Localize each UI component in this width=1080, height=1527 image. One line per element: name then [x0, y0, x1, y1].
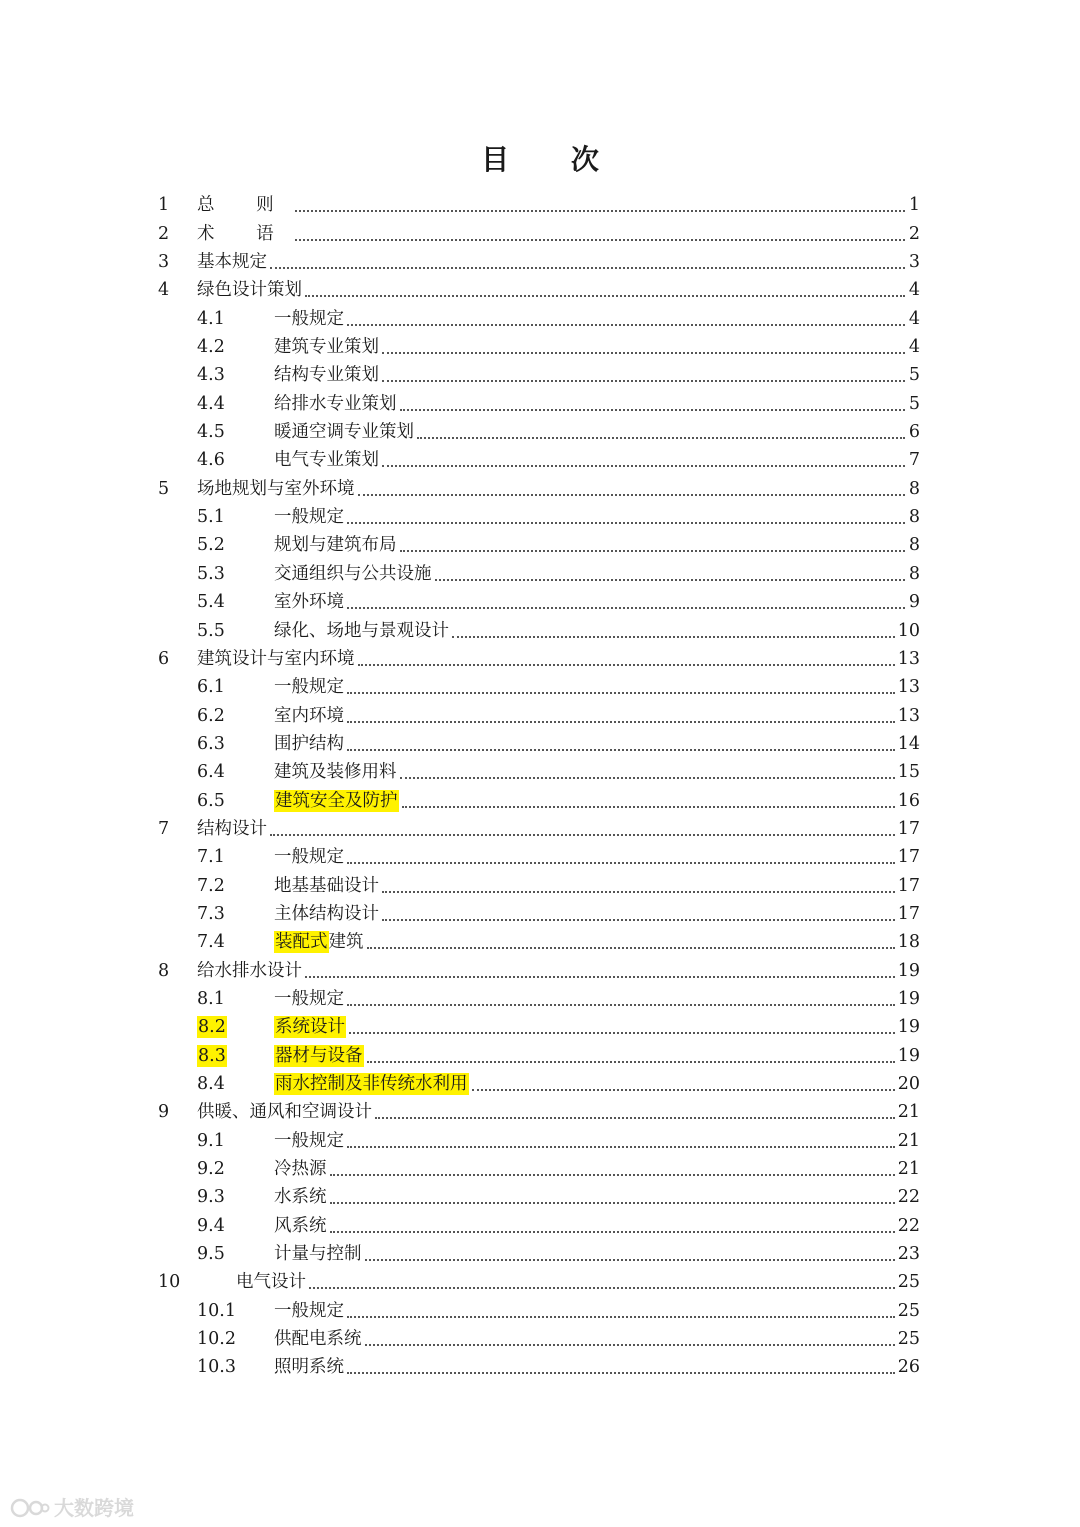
- dot-leader: [367, 946, 895, 949]
- dot-leader: [365, 1343, 895, 1346]
- toc-entry-number: 5.5: [197, 620, 225, 641]
- toc-entry-page: 8: [908, 507, 920, 528]
- toc-entry[interactable]: [158, 812, 920, 840]
- toc-entry[interactable]: [158, 245, 920, 273]
- toc-entry-title: 计量与控制: [274, 1244, 362, 1265]
- toc-entry[interactable]: [158, 1265, 920, 1293]
- dot-leader: [347, 861, 895, 864]
- toc-entry-page: 26: [897, 1357, 920, 1378]
- toc-entry-page: 17: [897, 847, 920, 868]
- toc-entry-page: 22: [897, 1215, 920, 1236]
- toc-entry-page: 23: [897, 1244, 920, 1265]
- dot-leader: [295, 209, 905, 212]
- toc-entry[interactable]: [158, 188, 920, 216]
- toc-entry[interactable]: [158, 1067, 920, 1095]
- toc-entry[interactable]: [158, 1123, 920, 1151]
- dot-leader: [347, 606, 905, 609]
- toc-entry-number: 9.4: [197, 1215, 225, 1236]
- toc-entry-page: 9: [908, 592, 920, 613]
- dot-leader: [270, 833, 895, 836]
- dot-leader: [347, 691, 895, 694]
- dot-leader: [347, 1003, 895, 1006]
- toc-entry-title: 建筑设计与室内环境: [197, 648, 355, 669]
- toc-entry-title: 结构设计: [197, 818, 267, 839]
- dot-leader: [347, 748, 895, 751]
- toc-entry-title: 一般规定: [274, 1130, 344, 1151]
- toc-entry-page: 18: [897, 932, 920, 953]
- toc-entry[interactable]: [158, 670, 920, 698]
- dot-leader: [382, 918, 895, 921]
- toc-entry[interactable]: [158, 783, 920, 811]
- toc-entry-title: 场地规划与室外环境: [197, 478, 355, 499]
- toc-entry-page: 25: [897, 1300, 920, 1321]
- toc-entry-title: 室外环境: [274, 592, 344, 613]
- toc-entry-title: 绿化、场地与景观设计: [274, 620, 449, 641]
- toc-entry-title: 一般规定: [274, 308, 344, 329]
- toc-entry-title: 基本规定: [197, 252, 267, 273]
- dot-leader: [400, 549, 906, 552]
- dot-leader: [382, 464, 905, 467]
- title-rest: 建筑: [328, 932, 364, 953]
- toc-entry-page: 8: [908, 478, 920, 499]
- toc-entry[interactable]: [158, 1152, 920, 1180]
- toc-entry-number: 5.2: [197, 535, 225, 556]
- watermark: [10, 1492, 134, 1521]
- toc-entry-number: 3: [158, 252, 170, 273]
- toc-entry-title: 建筑及装修用料: [274, 762, 397, 783]
- toc-entry-title: 冷热源: [274, 1159, 327, 1180]
- toc-entry-title: 一般规定: [274, 847, 344, 868]
- toc-entry-title: 绿色设计策划: [197, 280, 302, 301]
- toc-entry-page: 21: [897, 1130, 920, 1151]
- toc-entry-title: [274, 931, 364, 953]
- toc-entry-title: 供暖、通风和空调设计: [197, 1102, 372, 1123]
- toc-entry-number: 4.3: [197, 365, 225, 386]
- dot-leader: [382, 351, 905, 354]
- toc-entry[interactable]: [158, 727, 920, 755]
- toc-entry-number: 5.1: [197, 507, 225, 528]
- toc-entry[interactable]: [158, 358, 920, 386]
- toc-entry-number: 7.2: [197, 875, 225, 896]
- toc-entry-number: 4.4: [197, 393, 225, 414]
- toc-entry-number: 6.5: [197, 790, 225, 811]
- dot-leader: [400, 776, 895, 779]
- toc-entry-title: 水系统: [274, 1187, 327, 1208]
- toc-entry[interactable]: [158, 1350, 920, 1378]
- toc-entry-page: 17: [897, 818, 920, 839]
- toc-entry[interactable]: [158, 216, 920, 244]
- toc-entry-number: 9: [158, 1102, 170, 1123]
- toc-entry-page: 13: [897, 705, 920, 726]
- highlight: 雨水控制及非传统水利用: [275, 1074, 468, 1094]
- toc-entry-title: 给排水专业策划: [274, 393, 397, 414]
- toc-entry-number: 10: [158, 1272, 181, 1293]
- weibo-logo-icon: [10, 1496, 50, 1518]
- toc-entry-number: 7.4: [197, 932, 225, 953]
- toc-entry-page: 17: [897, 875, 920, 896]
- toc-entry-page: 7: [908, 450, 920, 471]
- dot-leader: [382, 379, 905, 382]
- toc-entry-number: 9.5: [197, 1244, 225, 1265]
- dot-leader: [400, 408, 906, 411]
- toc-entry[interactable]: [158, 698, 920, 726]
- toc-entry-page: 5: [908, 365, 920, 386]
- toc-entry[interactable]: [158, 1237, 920, 1265]
- toc-entry-page: 6: [908, 422, 920, 443]
- toc-entry-title: 主体结构设计: [274, 903, 379, 924]
- toc-entry-number: 4.6: [197, 450, 225, 471]
- toc-entry[interactable]: [158, 556, 920, 584]
- toc-entry[interactable]: [158, 1322, 920, 1350]
- dot-leader: [347, 1145, 895, 1148]
- toc-entry[interactable]: [158, 1180, 920, 1208]
- toc-entry[interactable]: [158, 1010, 920, 1038]
- toc-entry-page: 19: [897, 988, 920, 1009]
- toc-entry-number: 7.1: [197, 847, 225, 868]
- toc-entry-page: 16: [897, 790, 920, 811]
- toc-entry-title: 一般规定: [274, 988, 344, 1009]
- toc-entry-number: 6: [158, 648, 170, 669]
- toc-entry-title: [274, 1045, 364, 1067]
- toc-entry[interactable]: [158, 897, 920, 925]
- toc-entry-page: 5: [908, 393, 920, 414]
- toc-entry-number: 9.2: [197, 1159, 225, 1180]
- toc-entry-number: 8.4: [197, 1074, 225, 1094]
- highlight: 器材与设备: [275, 1045, 363, 1066]
- dot-leader: [347, 521, 905, 524]
- toc-entry-title: 风系统: [274, 1215, 327, 1236]
- toc-entry-number: 5.4: [197, 592, 225, 613]
- toc-entry-page: 21: [897, 1102, 920, 1123]
- toc-entry[interactable]: [158, 386, 920, 414]
- highlight: 8.2: [198, 1017, 226, 1038]
- toc-entry-number: 2: [158, 223, 170, 244]
- toc-entry-number: 4: [158, 280, 170, 301]
- toc-entry-number: 6.1: [197, 677, 225, 698]
- highlight: 8.3: [198, 1045, 226, 1066]
- dot-leader: [349, 1031, 895, 1034]
- toc-entry-title: 供配电系统: [274, 1329, 362, 1350]
- highlight: 建筑安全及防护: [275, 790, 398, 811]
- toc-entry-page: 8: [908, 535, 920, 556]
- toc-entry-number: 6.4: [197, 762, 225, 783]
- toc-entry-title: 围护结构: [274, 733, 344, 754]
- toc-entry-title: 地基基础设计: [274, 875, 379, 896]
- toc-entry-title: 电气设计: [236, 1272, 306, 1293]
- toc-entry[interactable]: [158, 1293, 920, 1321]
- toc-entry[interactable]: [158, 528, 920, 556]
- toc-entry[interactable]: [158, 330, 920, 358]
- toc-entry-number: 10.1: [197, 1300, 236, 1321]
- toc-entry-page: 17: [897, 903, 920, 924]
- toc-entry-number: 7.3: [197, 903, 225, 924]
- toc-entry-page: 13: [897, 648, 920, 669]
- dot-leader: [367, 1060, 895, 1063]
- toc-entry[interactable]: [158, 1095, 920, 1123]
- toc-entry-title: 一般规定: [274, 677, 344, 698]
- toc-entry-number: 10.2: [197, 1329, 236, 1350]
- toc-entry[interactable]: [158, 613, 920, 641]
- toc-entry-page: 4: [908, 337, 920, 358]
- toc-entry-title: 一般规定: [274, 1300, 344, 1321]
- dot-leader: [347, 323, 905, 326]
- toc-entry-page: 19: [897, 1017, 920, 1038]
- dot-leader: [305, 975, 895, 978]
- toc-entry-page: 20: [897, 1074, 920, 1094]
- toc-entry[interactable]: [158, 471, 920, 499]
- toc-entry-number: [197, 1045, 274, 1067]
- toc-entry-page: 2: [908, 223, 920, 244]
- toc-entry-number: 9.3: [197, 1187, 225, 1208]
- toc-entry-page: 19: [897, 1045, 920, 1066]
- dot-leader: [347, 1315, 895, 1318]
- toc-entry-number: 6.2: [197, 705, 225, 726]
- toc-entry[interactable]: [158, 415, 920, 443]
- toc-entry[interactable]: [158, 301, 920, 329]
- toc-entry-page: 3: [908, 252, 920, 273]
- toc-entry-title: 结构专业策划: [274, 365, 379, 386]
- toc-entry-title: 室内环境: [274, 705, 344, 726]
- toc-entry-number: 5.3: [197, 563, 225, 584]
- dot-leader: [347, 1371, 895, 1374]
- toc-entry-title: 总 则: [197, 195, 292, 216]
- toc-entry-page: 19: [897, 960, 920, 981]
- dot-leader: [347, 720, 895, 723]
- page-title: 目 次: [481, 143, 625, 176]
- highlight: 装配式: [275, 932, 328, 953]
- dot-leader: [365, 1258, 895, 1261]
- dot-leader: [358, 493, 906, 496]
- dot-leader: [472, 1088, 895, 1091]
- toc-entry-number: 5: [158, 478, 170, 499]
- toc-entry[interactable]: [158, 500, 920, 528]
- toc-entry-title: [274, 1016, 346, 1038]
- dot-leader: [309, 1286, 895, 1289]
- dot-leader: [402, 805, 895, 808]
- toc-entry-title: 给水排水设计: [197, 960, 302, 981]
- toc-entry-page: 14: [897, 733, 920, 754]
- toc-entry-number: 1: [158, 195, 170, 216]
- toc-entry-page: 1: [908, 195, 920, 216]
- toc-entry[interactable]: [158, 443, 920, 471]
- table-of-contents: [158, 188, 920, 1378]
- toc-entry-title: [274, 790, 399, 812]
- dot-leader: [330, 1230, 895, 1233]
- toc-entry-page: 22: [897, 1187, 920, 1208]
- toc-entry-page: 10: [897, 620, 920, 641]
- toc-entry[interactable]: [158, 953, 920, 981]
- toc-entry-number: 4.2: [197, 337, 225, 358]
- toc-entry-number: [197, 1016, 274, 1038]
- toc-entry-title: 照明系统: [274, 1357, 344, 1378]
- watermark-text: 大数跨境: [54, 1496, 134, 1520]
- dot-leader: [305, 294, 905, 297]
- dot-leader: [330, 1173, 895, 1176]
- toc-entry-title: 一般规定: [274, 507, 344, 528]
- toc-entry-page: 25: [897, 1329, 920, 1350]
- toc-entry[interactable]: [158, 642, 920, 670]
- dot-leader: [295, 238, 905, 241]
- toc-entry-page: 13: [897, 677, 920, 698]
- dot-leader: [358, 663, 895, 666]
- toc-entry-page: 25: [897, 1272, 920, 1293]
- toc-entry[interactable]: [158, 1038, 920, 1066]
- toc-entry-title: [274, 1073, 469, 1095]
- toc-entry-title: 交通组织与公共设施: [274, 563, 432, 584]
- toc-entry-number: 8.1: [197, 988, 225, 1009]
- toc-entry-title: 术 语: [197, 223, 292, 244]
- toc-entry-title: 建筑专业策划: [274, 337, 379, 358]
- toc-entry-title: 规划与建筑布局: [274, 535, 397, 556]
- highlight: 系统设计: [275, 1017, 345, 1038]
- toc-entry[interactable]: [158, 925, 920, 953]
- toc-entry[interactable]: [158, 273, 920, 301]
- toc-entry-number: 7: [158, 818, 170, 839]
- toc-entry-page: 8: [908, 563, 920, 584]
- dot-leader: [330, 1201, 895, 1204]
- toc-entry-page: 15: [897, 762, 920, 783]
- dot-leader: [435, 578, 906, 581]
- toc-entry[interactable]: [158, 755, 920, 783]
- toc-entry-number: 4.1: [197, 308, 225, 329]
- toc-entry-number: 8: [158, 960, 170, 981]
- dot-leader: [452, 635, 895, 638]
- toc-entry-title: 电气专业策划: [274, 450, 379, 471]
- toc-entry-page: 4: [908, 280, 920, 301]
- toc-entry[interactable]: [158, 585, 920, 613]
- dot-leader: [270, 266, 905, 269]
- dot-leader: [417, 436, 905, 439]
- toc-entry-number: 6.3: [197, 733, 225, 754]
- toc-entry-number: 10.3: [197, 1357, 236, 1378]
- toc-entry-number: 9.1: [197, 1130, 225, 1151]
- toc-entry-number: 4.5: [197, 422, 225, 443]
- toc-entry[interactable]: [158, 982, 920, 1010]
- toc-entry[interactable]: [158, 840, 920, 868]
- dot-leader: [375, 1116, 895, 1119]
- toc-entry[interactable]: [158, 868, 920, 896]
- toc-entry-title: 暖通空调专业策划: [274, 422, 414, 443]
- dot-leader: [382, 890, 895, 893]
- toc-entry[interactable]: [158, 1208, 920, 1236]
- toc-entry-page: 4: [908, 308, 920, 329]
- toc-entry-page: 21: [897, 1159, 920, 1180]
